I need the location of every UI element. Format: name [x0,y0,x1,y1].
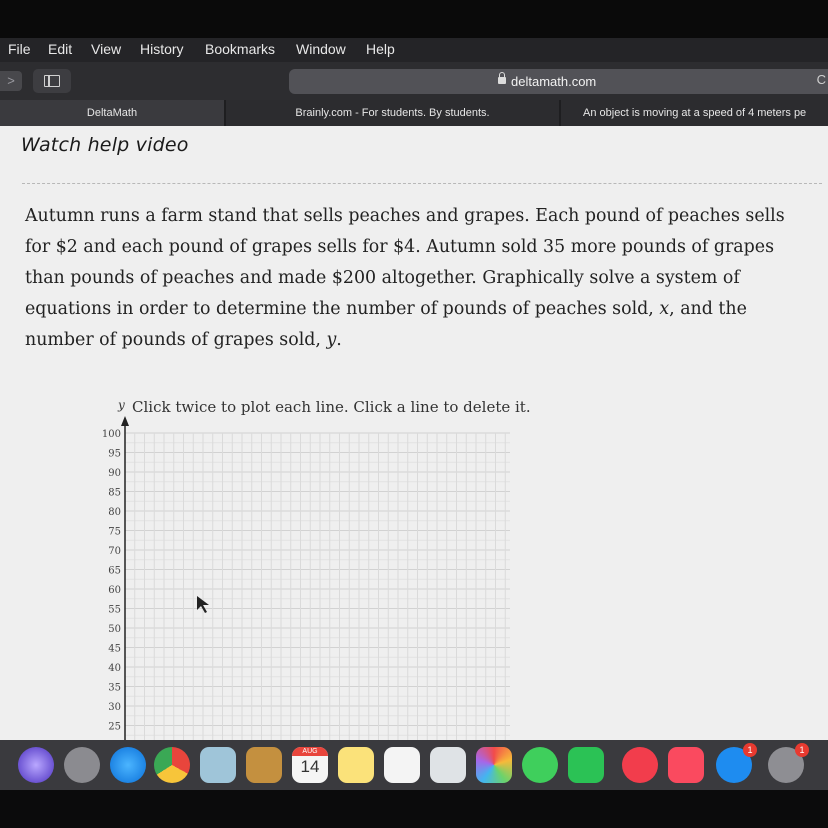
tab-label: DeltaMath [86,107,138,119]
y-tick-label: 90 [108,468,121,479]
y-tick-label: 60 [108,585,121,596]
preview-icon[interactable] [200,747,236,783]
menu-edit[interactable]: Edit [48,41,73,57]
menu-bar [0,38,828,62]
page-content [0,126,828,740]
chevron-right-icon: > [7,73,15,88]
y-tick-label: 95 [108,448,121,460]
y-tick-label: 50 [108,624,121,635]
calendar-icon[interactable] [292,747,328,783]
problem-line: equations in order to determine the number of pounds of peaches sold, 𝑥, and the [25,299,747,319]
problem-line: Autumn runs a farm stand that sells peaches and grapes. Each pound of peaches sells [25,206,785,226]
app-store-icon[interactable] [716,747,752,783]
address-bar[interactable] [289,69,828,94]
siri-icon[interactable] [18,747,54,783]
photos-icon[interactable] [476,747,512,783]
y-tick-label: 70 [108,546,121,557]
y-tick-label: 30 [108,702,121,713]
screen-bezel-top [0,0,828,38]
lock-icon [498,77,506,84]
facetime-icon[interactable] [568,747,604,783]
menu-file[interactable]: File [8,41,31,57]
menu-help[interactable]: Help [366,41,395,57]
grid-lines [125,433,510,740]
notebook-icon[interactable] [246,747,282,783]
tab-object-speed[interactable] [561,100,828,126]
y-tick-labels [102,429,121,733]
problem-line: number of pounds of grapes sold, 𝑦. [25,330,342,350]
browser-toolbar [0,62,828,100]
reminders-icon[interactable] [384,747,420,783]
menu-bookmarks[interactable]: Bookmarks [205,41,276,57]
problem-line: for $2 and each pound of grapes sells for $4. Autumn sold 35 more pounds of grapes [25,237,774,257]
safari-icon[interactable] [110,747,146,783]
music-icon[interactable] [668,747,704,783]
news-icon[interactable] [622,747,658,783]
y-tick-label: 25 [108,721,121,733]
menu-history[interactable]: History [140,41,184,57]
menu-window[interactable]: Window [296,41,346,57]
messages-icon[interactable] [522,747,558,783]
y-tick-label: 35 [108,682,121,694]
problem-line: than pounds of peaches and made $200 altogether. Graphically solve a system of [25,268,740,288]
launchpad-icon[interactable] [64,747,100,783]
system-preferences-icon[interactable] [768,747,804,783]
sidebar-toggle-button[interactable] [33,69,71,93]
y-tick-label: 100 [101,429,121,440]
tab-label: An object is moving at a speed of 4 meters pe [583,107,807,119]
sidebar-icon [44,75,60,87]
y-tick-label: 85 [108,487,121,499]
tab-bar [0,100,828,126]
graph-instruction: Click twice to plot each line. Click a line to delete it. [132,398,531,416]
notification-badge: 1 [743,743,757,757]
tab-deltamath[interactable] [0,100,224,126]
y-tick-label: 55 [108,604,121,616]
photo-booth-icon[interactable] [430,747,466,783]
y-tick-label: 40 [108,663,121,674]
graph-canvas[interactable] [0,126,828,740]
y-axis-arrow-icon [121,416,129,426]
calendar-day: 14 [300,757,320,776]
y-tick-label: 45 [108,643,121,655]
dock [0,740,828,790]
notification-badge: 1 [795,743,809,757]
y-tick-label: 65 [108,565,121,577]
y-tick-label: 80 [108,507,121,518]
menu-view[interactable]: View [91,41,122,57]
watch-help-video-link[interactable]: Watch help video [21,134,189,156]
tab-label: Brainly.com - For students. By students. [295,107,490,119]
reload-icon[interactable]: C [816,72,826,87]
screen-bezel-bottom [0,790,828,828]
calendar-month: AUG [292,747,328,756]
y-tick-label: 75 [108,526,121,538]
notes-icon[interactable] [338,747,374,783]
forward-button[interactable] [0,71,22,91]
chrome-icon[interactable] [154,747,190,783]
url-text: deltamath.com [511,74,597,89]
tab-brainly[interactable] [226,100,559,126]
y-axis-label: y [118,398,125,412]
